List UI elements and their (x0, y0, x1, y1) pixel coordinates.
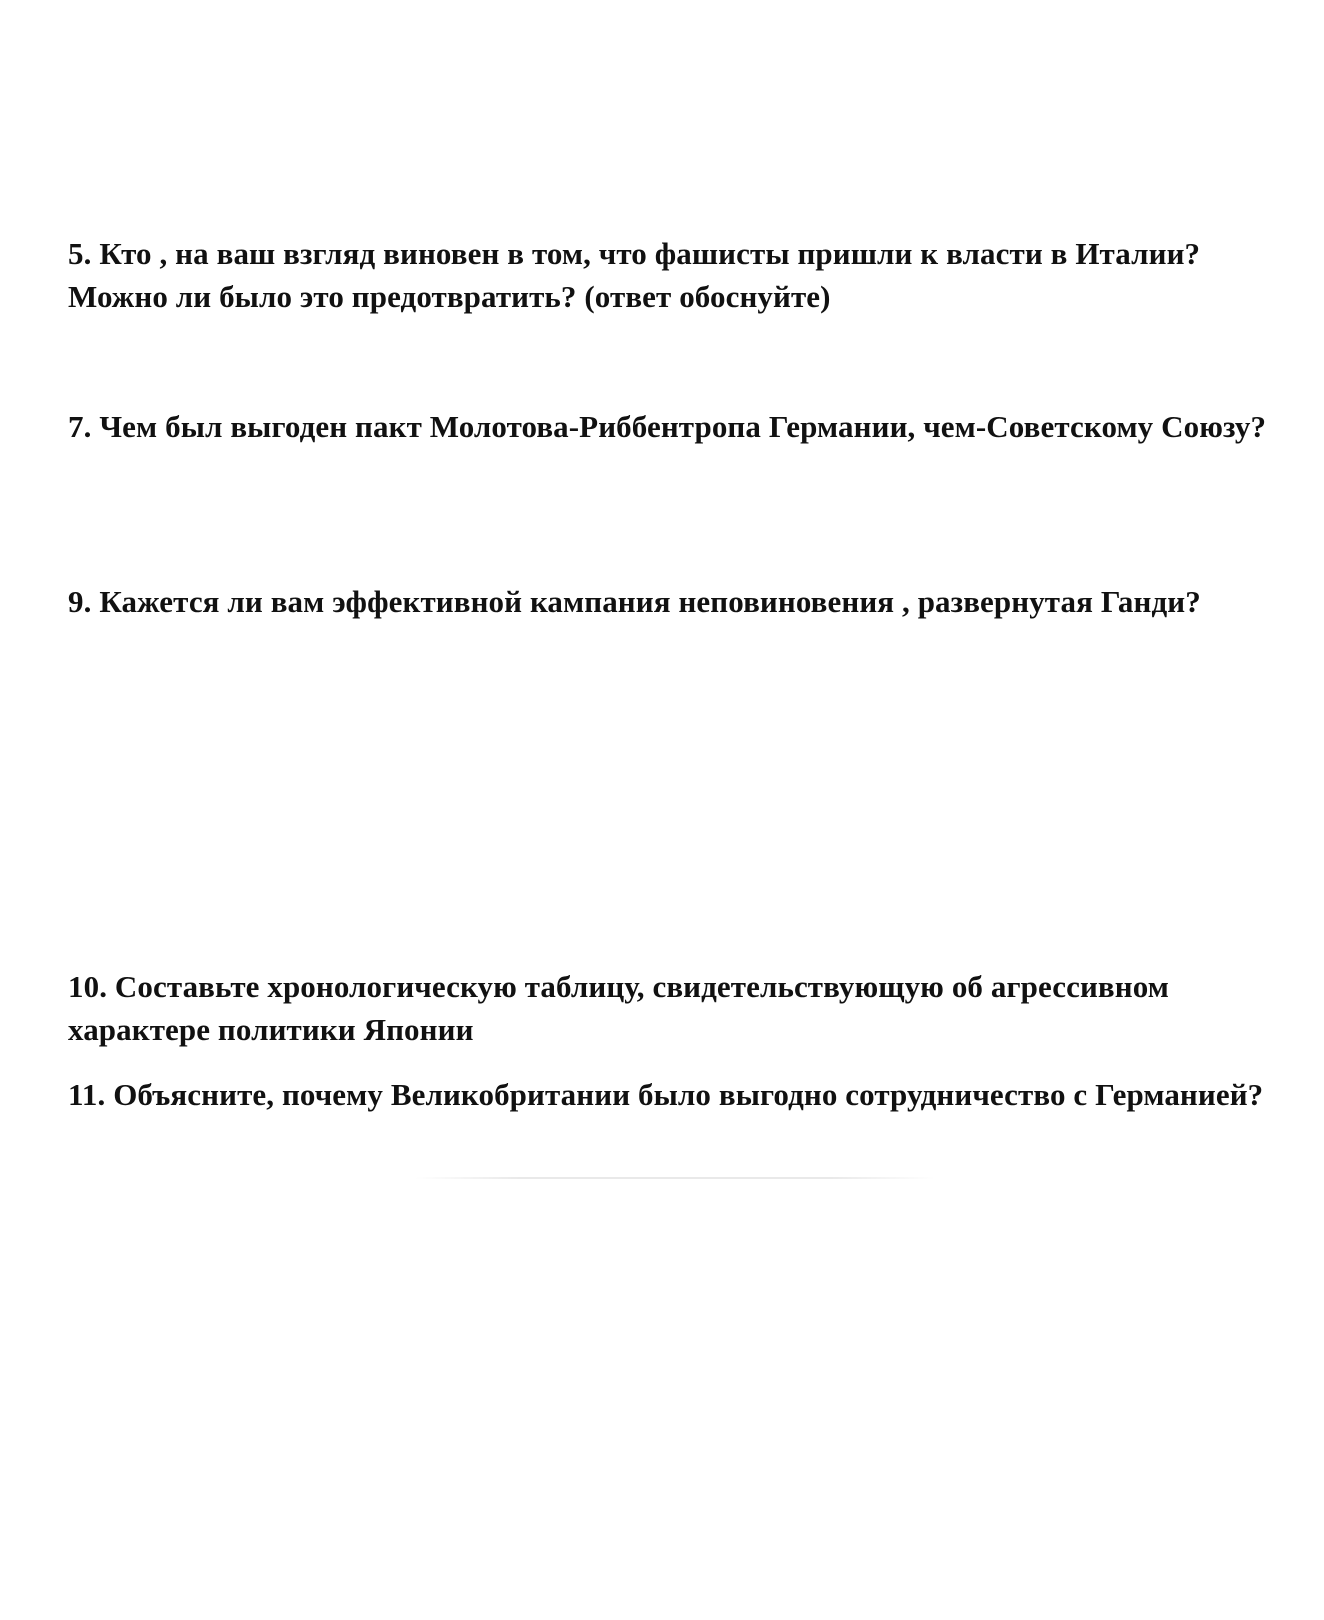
question-text: Объясните, почему Великобритании было выгодно сотрудничество с Германией? (113, 1077, 1264, 1112)
question-10 (68, 965, 1268, 1051)
faint-divider (415, 1177, 935, 1179)
question-number: 5. (68, 236, 92, 271)
question-9 (68, 580, 1268, 623)
question-number: 9. (68, 584, 92, 619)
question-number: 7. (68, 409, 92, 444)
question-text: Чем был выгоден пакт Молотова-Риббентропа Германии, чем-Советскому Союзу? (99, 409, 1267, 444)
question-5 (68, 232, 1268, 318)
question-number: 11. (68, 1077, 106, 1112)
question-number: 10. (68, 969, 108, 1004)
question-text: Кажется ли вам эффективной кампания неповиновения , развернутая Ганди? (99, 584, 1201, 619)
question-7 (68, 405, 1268, 448)
question-text: Кто , на ваш взгляд виновен в том, что фашисты пришли к власти в Италии? Можно ли было это предотвратить? (ответ обоснуйте) (68, 236, 1201, 314)
question-11 (68, 1073, 1268, 1116)
question-text: Составьте хронологическую таблицу, свидетельствующую об агрессивном характере политики Японии (68, 969, 1169, 1047)
